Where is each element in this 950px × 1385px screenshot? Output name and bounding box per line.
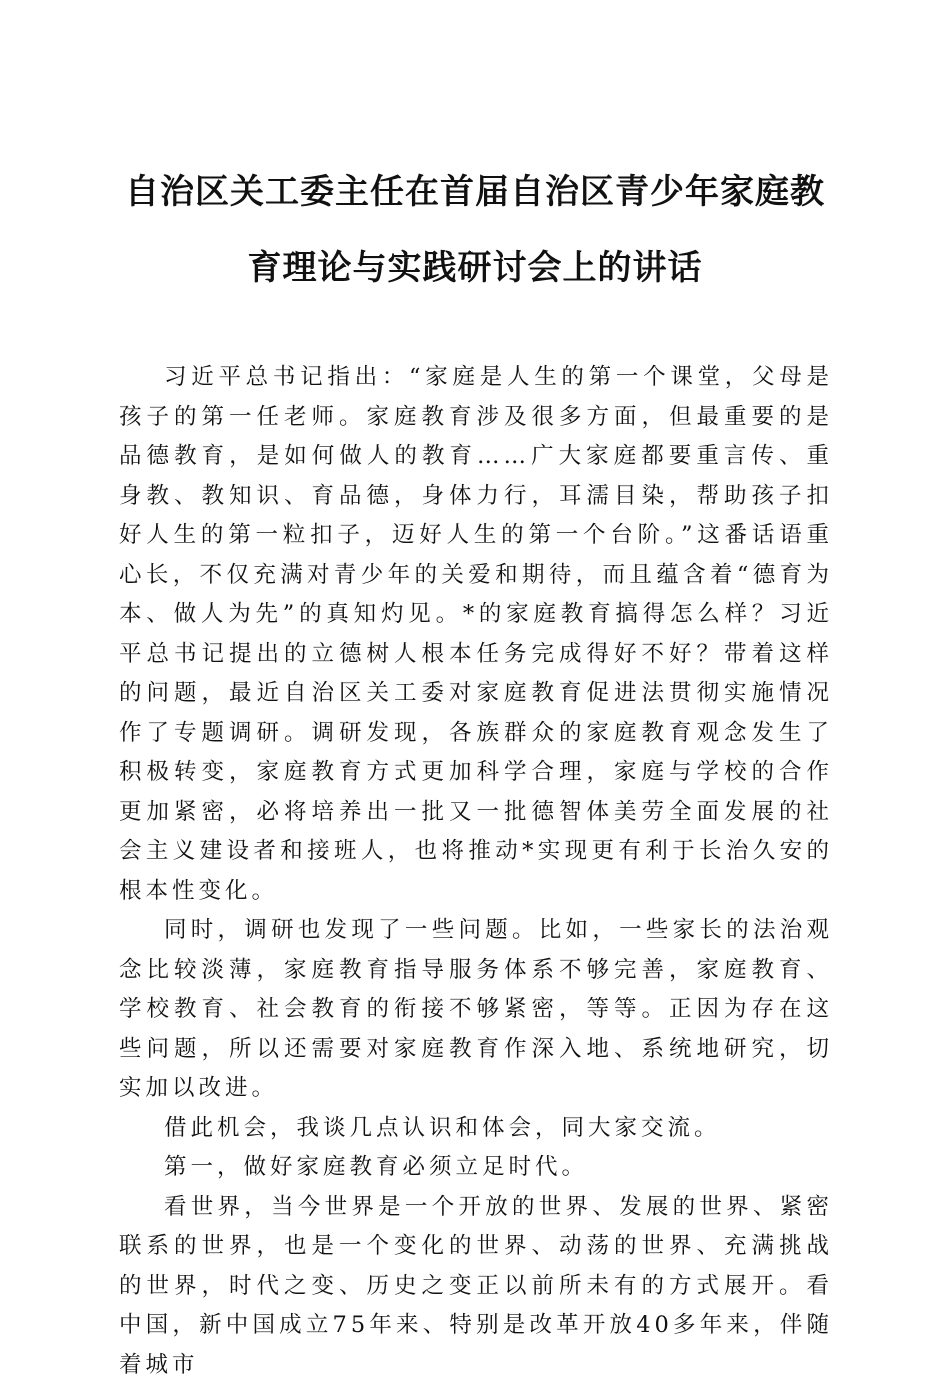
document-title-line-1: 自治区关工委主任在首届自治区青少年家庭教 (100, 172, 850, 212)
paragraph-intro-quote: 习近平总书记指出：“家庭是人生的第一个课堂，父母是孩子的第一任老师。家庭教育涉及很多方面，但最重要的是品德教育，是如何做人的教育……广大家庭都要重言传、重身教、教知识、育品德，身体力行，耳濡目染，帮助孩子扣好人生的第一粒扣子，迈好人生的第一个台阶。”这番话语重心长，不仅充满对青少年的关爱和期待，而且蕴含着“德育为本、做人为先”的真知灼见。*的家庭教育搞得怎么样？习近平总书记提出的立德树人根本任务完成得好不好？带着这样的问题，最近自治区关工委对家庭教育促进法贯彻实施情况作了专题调研。调研发现，各族群众的家庭教育观念发生了积极转变，家庭教育方式更加科学合理，家庭与学校的合作更加紧密，必将培养出一批又一批德智体美劳全面发展的社会主义建设者和接班人，也将推动*实现更有利于长治久安的根本性变化。 (119, 358, 833, 911)
paragraph-world-view: 看世界，当今世界是一个开放的世界、发展的世界、紧密联系的世界，也是一个变化的世界、动荡的世界、充满挑战的世界，时代之变、历史之变正以前所未有的方式展开。看中国，新中国成立75年来、特别是改革开放40多年来，伴随着城市 (119, 1188, 833, 1385)
paragraph-problems: 同时，调研也发现了一些问题。比如，一些家长的法治观念比较淡薄，家庭教育指导服务体系不够完善，家庭教育、学校教育、社会教育的衔接不够紧密，等等。正因为存在这些问题，所以还需要对家庭教育作深入地、系统地研究，切实加以改进。 (119, 911, 833, 1109)
paragraph-transition: 借此机会，我谈几点认识和体会，同大家交流。 (119, 1109, 833, 1149)
document-body (119, 358, 833, 1385)
section-heading-first: 第一，做好家庭教育必须立足时代。 (119, 1148, 833, 1188)
document-title-line-2: 育理论与实践研讨会上的讲话 (100, 248, 850, 288)
